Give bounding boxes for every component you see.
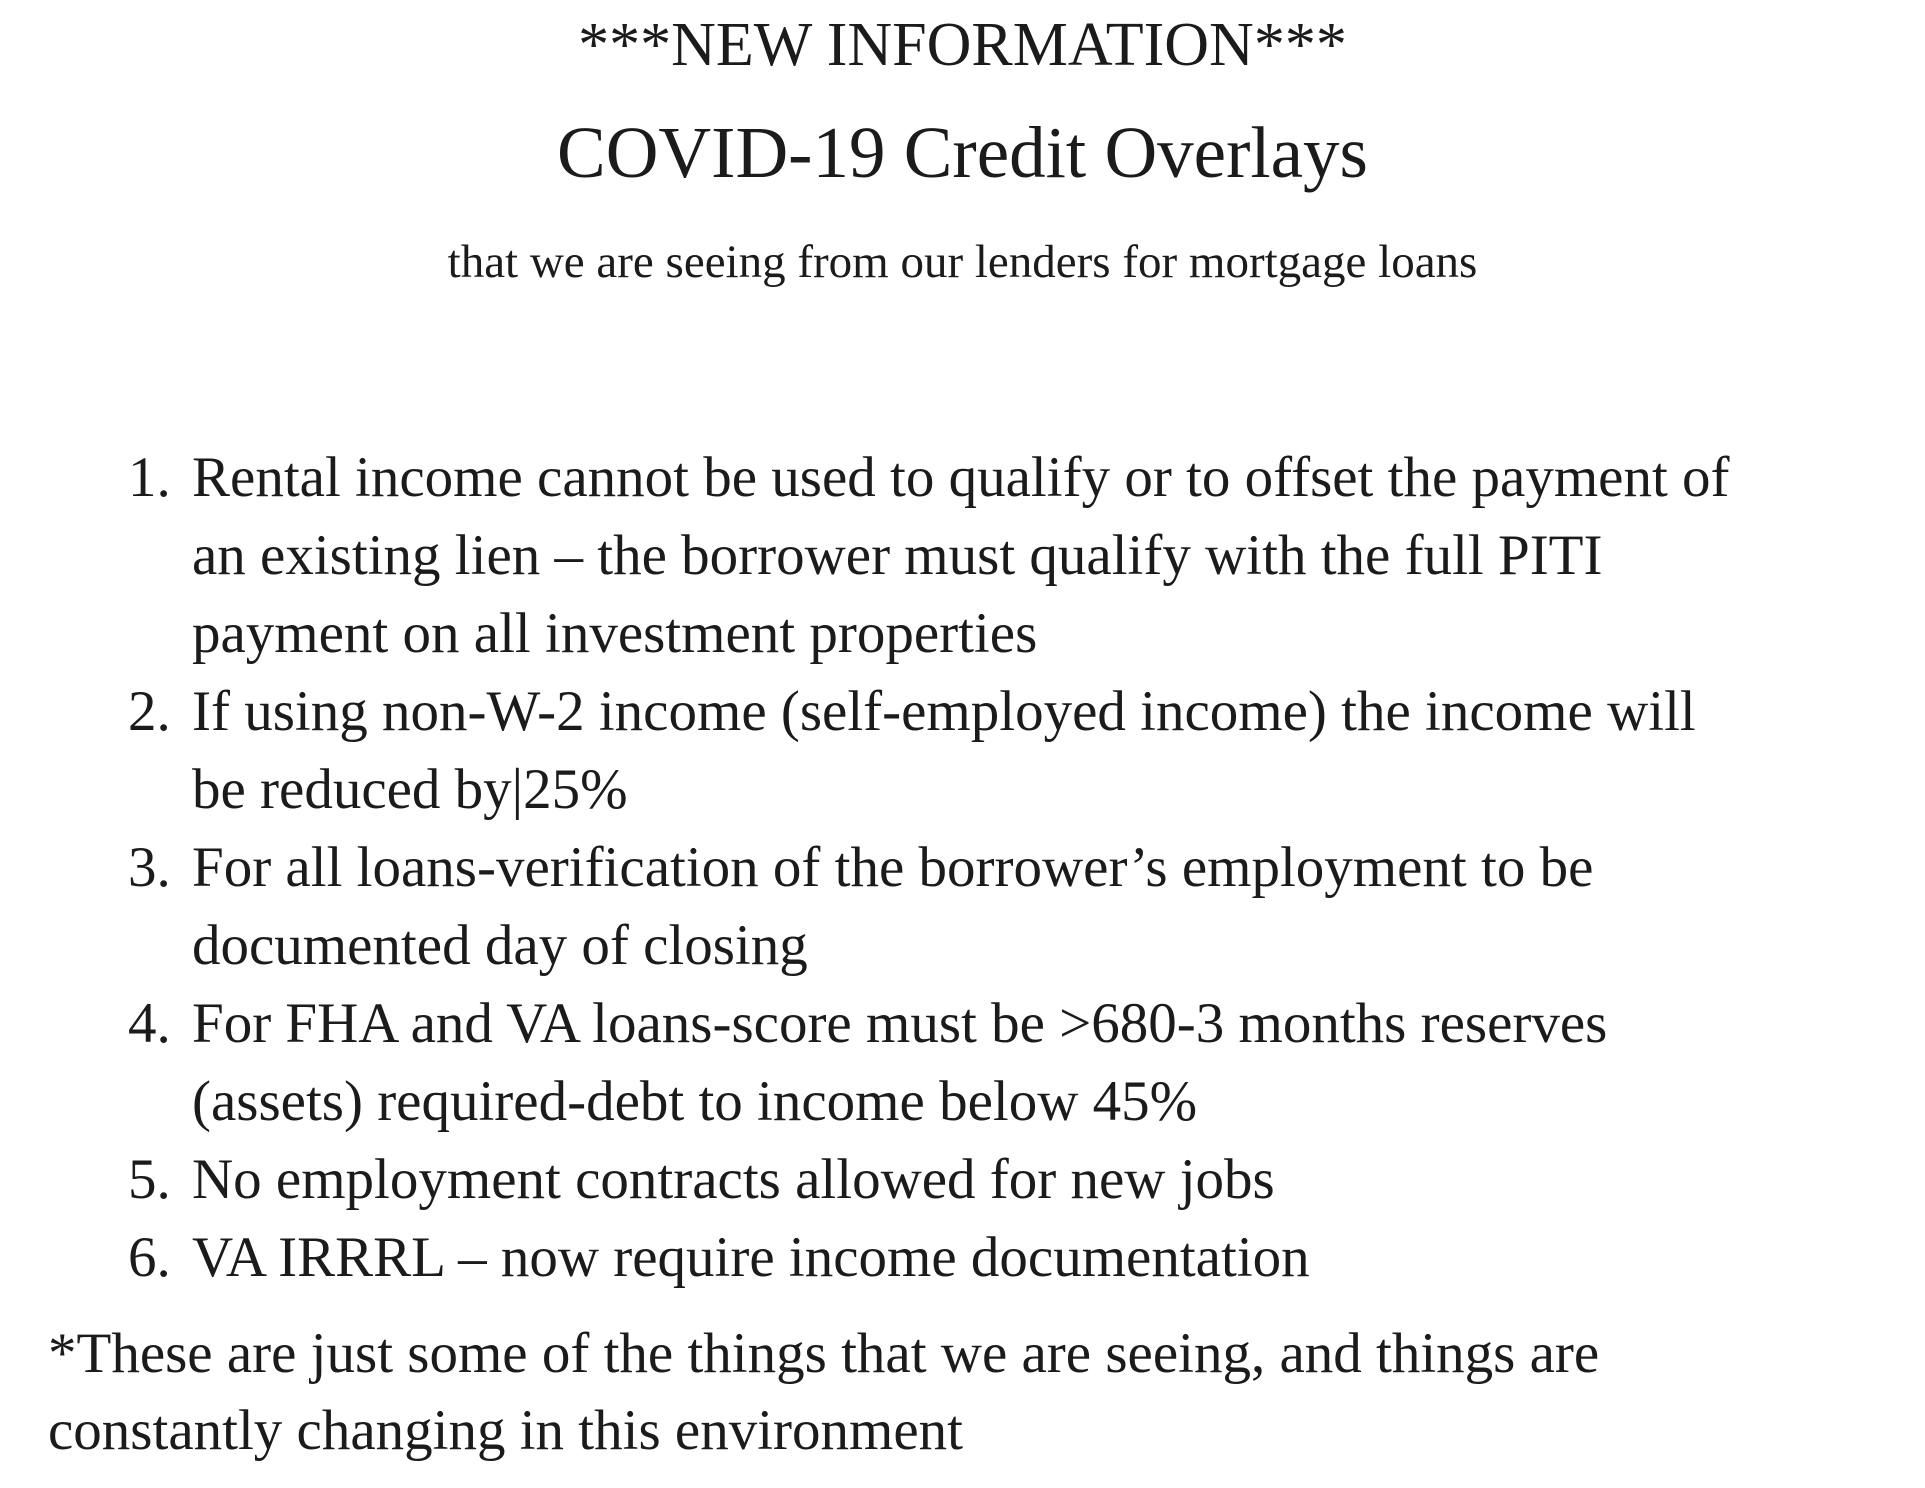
list-item — [0, 673, 1925, 829]
text-line: documented day of closing — [192, 914, 808, 978]
list-item-text — [192, 1219, 1925, 1297]
text-line: For all loans-verification of the borrower’s employment to be — [192, 836, 1594, 900]
overlay-list — [0, 439, 1925, 1297]
text-line: an existing lien – the borrower must qualify with the full PITI — [192, 524, 1603, 588]
text-line: *These are just some of the things that we are seeing, and things are — [48, 1322, 1600, 1386]
list-item — [0, 439, 1925, 673]
list-item — [0, 1141, 1925, 1219]
text-line: No employment contracts allowed for new jobs — [192, 1148, 1275, 1212]
text-line-with-caret: be reduced by|25% — [192, 758, 628, 822]
list-item — [0, 985, 1925, 1141]
list-item-number: 3. — [128, 836, 171, 900]
text-line: constantly changing in this environment — [48, 1399, 964, 1463]
list-item — [0, 1219, 1925, 1297]
document-subtitle: that we are seeing from our lenders for mortgage loans — [447, 236, 1478, 289]
text-line: payment on all investment properties — [192, 602, 1038, 666]
list-item-number: 1. — [128, 446, 171, 510]
list-item — [0, 829, 1925, 985]
document-title: COVID-19 Credit Overlays — [557, 112, 1368, 194]
text-line: VA IRRRL – now require income documentation — [192, 1226, 1310, 1290]
list-item-text — [192, 1141, 1925, 1219]
list-item-text — [192, 829, 1925, 985]
list-item-text — [192, 673, 1925, 829]
text-line: (assets) required-debt to income below 45% — [192, 1070, 1198, 1134]
list-item-text — [192, 439, 1925, 673]
text-line: Rental income cannot be used to qualify or to offset the payment of — [192, 446, 1730, 510]
text-line: For FHA and VA loans-score must be >680-3 months reserves — [192, 992, 1608, 1056]
list-item-number: 4. — [128, 992, 171, 1056]
list-item-number: 2. — [128, 680, 171, 744]
list-item-text — [192, 985, 1925, 1141]
footnote — [48, 1315, 1865, 1469]
list-item-number: 5. — [128, 1148, 171, 1212]
text-line: If using non-W-2 income (self-employed income) the income will — [192, 680, 1696, 744]
banner-text: ***NEW INFORMATION*** — [578, 11, 1347, 79]
list-item-number: 6. — [128, 1226, 171, 1290]
